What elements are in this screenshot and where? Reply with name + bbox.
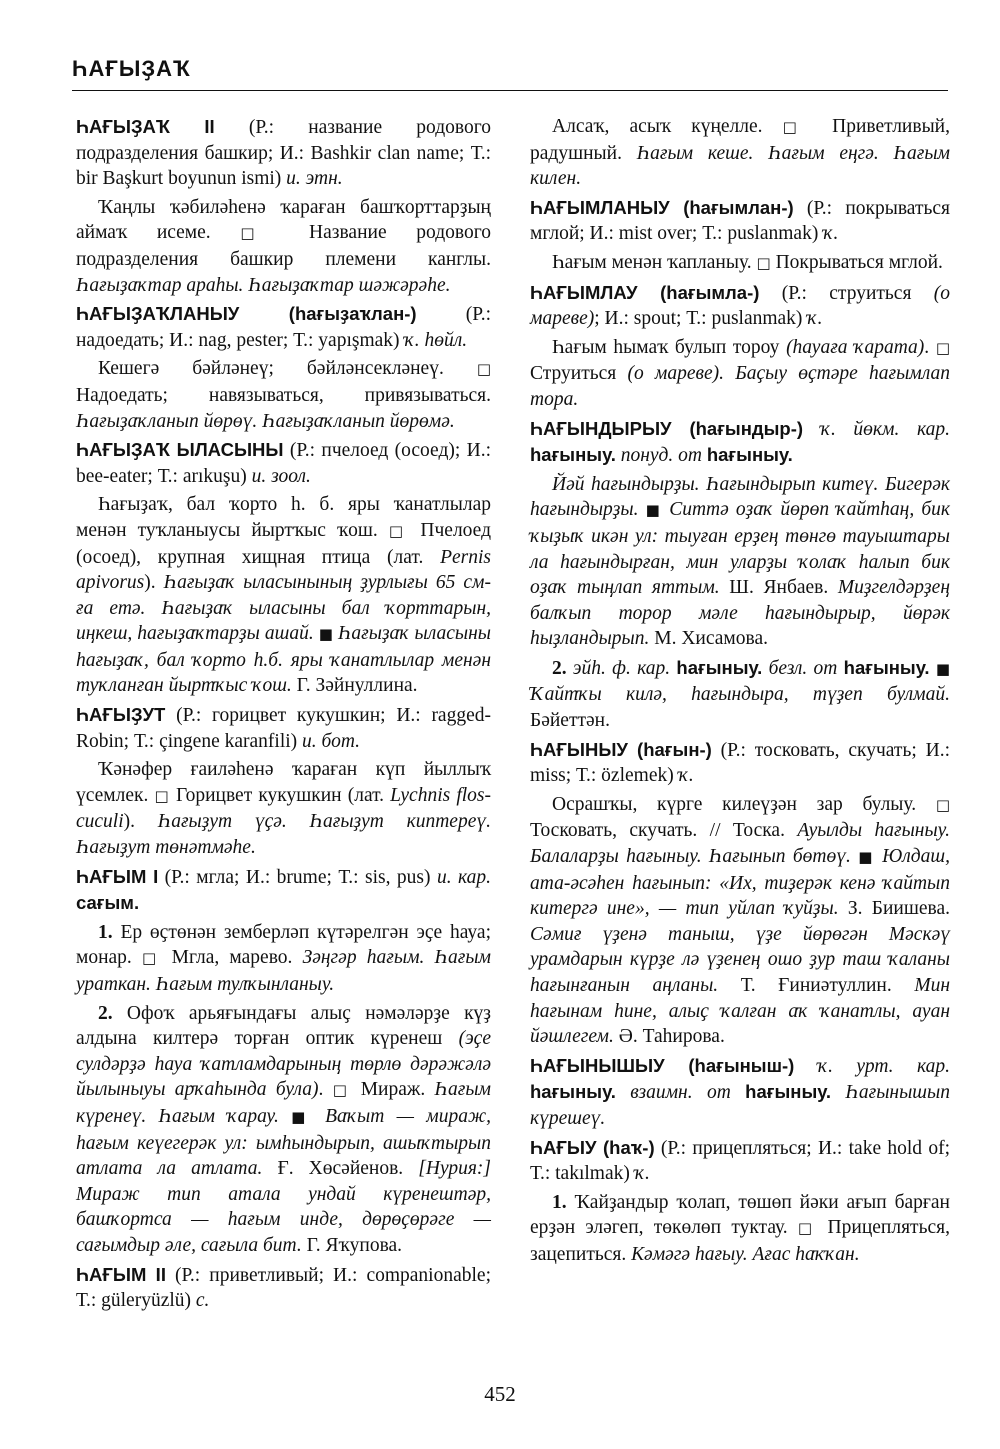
headword: ҺАҒЫМ II: [76, 1263, 166, 1285]
headword: һағыныу.: [676, 656, 763, 678]
dictionary-entry-body: [76, 920, 491, 998]
entry-text: ҡ.: [678, 765, 694, 787]
dictionary-entry-body: [76, 1001, 491, 1259]
entry-text: ҡ.: [823, 223, 839, 245]
entry-text: Струиться: [530, 363, 628, 385]
entry-text: (Р.: тосковать, скучать; И.: miss; Т.: özlemek): [530, 739, 950, 787]
marker-symbol: □: [154, 786, 170, 805]
entry-text: ҡ.: [807, 308, 823, 330]
entry-text: Зәңгәр һағым. Һағым ураткан. Һағым тулҡынланыу.: [76, 947, 491, 995]
entry-text: с.: [195, 1290, 210, 1312]
entry-text: Ҡайҙандыр ҡолап, төшөп йәки ағып барған ерҙән эләгеп, төкөлөп туктау.: [530, 1191, 950, 1239]
entry-text: Надоедать; навязываться, привязываться.: [76, 384, 491, 406]
entry-text: (Р.: приветливый; И.: companionable; Т.: güleryüzlü): [76, 1264, 491, 1312]
entry-text: ҡ. урт. кар.: [794, 1055, 950, 1077]
right-column: [530, 114, 950, 1271]
entry-text: (Р.: мгла; И.: brume; Т.: sis, pus): [158, 866, 437, 888]
marker-symbol: □: [332, 1081, 352, 1100]
entry-text: ҡ. һөйл.: [404, 329, 468, 351]
marker-symbol: ■: [645, 501, 663, 520]
marker-symbol: □: [782, 118, 813, 136]
marker-symbol: □: [935, 338, 950, 357]
entry-text: Бәйеттән.: [530, 710, 610, 732]
dictionary-entry-body: [530, 1190, 950, 1268]
entry-text: Покрываться мглой.: [770, 251, 943, 273]
entry-text: Һағым күренеү. Һағым ҡарау.: [76, 1079, 491, 1127]
entry-text: Миҙгелдәрҙең балҡып торор мәле һағындырыр, йөрәк һыҙландырып.: [530, 577, 950, 650]
entry-text: Т. Ғиниәтуллин.: [718, 975, 915, 996]
marker-symbol: □: [141, 949, 162, 968]
entry-text: Һағыҙаҡ ыласынының ҙурлығы 65 см-ға етә. Һағыҙаҡ ыласыны бал ҡорттарын, иңкеш, һағыҙаҡтарҙы ашай.: [76, 572, 491, 645]
dictionary-entry-body: [530, 114, 950, 192]
running-header-title: ҺАҒЫҘАҠ: [72, 56, 191, 81]
entry-text: эйһ. ф. кар.: [566, 657, 677, 679]
page-number: 452: [484, 1382, 516, 1406]
entry-text: Һағынышып күрешеү.: [530, 1082, 950, 1129]
entry-text: .: [318, 1079, 333, 1101]
dictionary-entry-head: [76, 437, 491, 489]
entry-text: .: [924, 336, 936, 358]
entry-text: Приветливый, радушный.: [530, 116, 950, 164]
entry-text: Ғ. Хөсәйенов.: [262, 1158, 419, 1180]
entry-text: [803, 419, 821, 440]
entry-text: ҡ.: [634, 1163, 650, 1185]
entry-text: Сәмиғ үҙенә таныш, үҙе йөрөгән Мәскәү урамдарын күрҙе лә үҙенең ошо ҙур таш ҡаланы һағынғанын аңланы.: [530, 923, 950, 996]
entry-text: ).: [123, 811, 158, 833]
entry-text: Горицвет кукушкин (лат.: [169, 784, 391, 806]
dictionary-entry-head: [76, 702, 491, 754]
entry-text: Йәй һағындырҙы. Һағындырып китеү. Бигерәк һағындырҙы.: [530, 473, 950, 521]
dictionary-entry-body: [530, 472, 950, 652]
entry-text: Lychnis flos-cuculi: [76, 784, 492, 833]
entry-text: (Р.: название родового подразделения башкир; И.: Bashkir clan name; Т.: bir Başkurt boyunun ismi): [76, 117, 491, 190]
headword: ҺАҒЫМЛАУ (һағымла-): [530, 281, 760, 303]
entry-text: М. Хисамова.: [649, 628, 768, 650]
entry-text: взаимн. от: [615, 1082, 746, 1104]
entry-text: 1.: [98, 921, 113, 943]
entry-text: (Р.: прицепляться; И.: take hold of; Т.: takılmak): [530, 1137, 950, 1185]
dictionary-entry-head: [530, 737, 950, 789]
entry-text: Һағыҙаҡланып йөрөү. Һағыҙаҡланып йөрөмә.: [76, 410, 455, 432]
entry-text: безл. от: [762, 657, 844, 679]
marker-symbol: □: [476, 360, 491, 379]
entry-text: [Нурия:] Мираж тип атала ундай күренештәр, башҡортса — һағым инде, дөрөҫөрәге — сағымдыр әле, сағыла бит.: [76, 1158, 491, 1256]
dictionary-entry-body: [530, 335, 950, 413]
entry-text: Мгла, марево.: [161, 947, 303, 969]
headword: ҺАҒЫМ I: [76, 865, 159, 887]
dictionary-entry-body: [76, 757, 491, 860]
entry-text: З. Биишева.: [838, 898, 950, 920]
entry-text: (о мареве). Баҫыу өҫтәре һағымлап тора.: [530, 363, 950, 410]
entry-text: Һағыҙут үҫә. Һағыҙут киптереү. Һағыҙут төнәтмәһе.: [76, 811, 491, 859]
marker-symbol: □: [388, 521, 410, 540]
entry-text: Юлдаш, ата-әсәһен һағынып: «Их, тиҙерәк кенә ҡайтып китергә ине», — тип уйлап ҡуйҙы.: [530, 846, 951, 920]
entry-text: и. бот.: [302, 730, 361, 752]
entry-text: Ваҡыт — мираж, һағым кеүегерәк ул: ымһындырып, ашыҡтырып атлата ла атлата.: [76, 1105, 491, 1180]
entry-text: ; И.: spout; Т.: puslanmak): [594, 308, 808, 330]
entry-text: (Р.: надоедать; И.: nag, pester; Т.: yapışmak): [76, 304, 491, 351]
dictionary-entry-body: [76, 356, 491, 434]
entry-text: Тосковать, скучать. // Тоска.: [530, 820, 798, 842]
marker-symbol: ■: [935, 659, 950, 678]
entry-text: Һағыҙаҡтар араһы. Һағыҙаҡтар шәжәрәһе.: [76, 274, 451, 296]
entry-text: Мираж.: [351, 1079, 435, 1101]
dictionary-entry-head: [530, 195, 950, 247]
entry-text: Название родового подразделения башкир племени канглы.: [76, 222, 491, 270]
marker-symbol: □: [756, 253, 771, 272]
dictionary-entry-head: [76, 1262, 491, 1314]
headword: һағыныу.: [843, 656, 930, 678]
entry-text: Һағыҙаҡ ыласыны һағыҙаҡ, бал ҡорто һ.б. яры ҡанатлылар менән туҡланған йыртҡыс ҡош.: [76, 623, 491, 697]
headword: ҺАҒЫҘАҠ ЫЛАСЫНЫ: [76, 439, 284, 461]
entry-text: Һағым һымаҡ булып тороу: [552, 336, 787, 358]
entry-text: Пчелоед (осоед), крупная хищная птица (лат.: [76, 519, 491, 568]
entry-text: ҡ. йөкм. кар.: [820, 418, 950, 440]
marker-symbol: ■: [291, 1107, 313, 1126]
entry-text: (һауаға ҡарата): [786, 336, 925, 358]
dictionary-entry-body: [76, 492, 491, 699]
entry-text: Pernis apivorus: [76, 546, 491, 594]
dictionary-entry-head: [530, 1053, 950, 1132]
entry-text: 2.: [552, 657, 567, 679]
entry-text: Мин һағынам һине, алыҫ ҡалған аҡ ҡанатлы, ауан йәшлегем.: [530, 975, 950, 1048]
dictionary-entry-head: [76, 114, 491, 192]
marker-symbol: □: [240, 224, 280, 243]
entry-text: и. зоол.: [251, 465, 311, 487]
entry-text: и. этн.: [286, 168, 343, 190]
headword: һағыныу.: [530, 444, 616, 466]
running-header: [72, 56, 948, 91]
entry-text: и. кар.: [436, 866, 492, 888]
headword: ҺАҒЫНЫУ (һағын-): [530, 738, 712, 760]
entry-text: Кешегә бәйләнеү; бәйләнсекләнеү.: [98, 358, 477, 380]
left-column: [76, 114, 491, 1317]
entry-text: Г. Зәйнуллина.: [291, 675, 418, 697]
dictionary-entry-head: [530, 1135, 950, 1187]
marker-symbol: ■: [318, 625, 333, 644]
headword: сағым.: [76, 892, 140, 914]
entry-text: Ә. Таһирова.: [613, 1026, 725, 1048]
entry-text: (эҫе сулдәрҙә һауа ҡатламдарының төрлө дәрәжәлә йылыныуы арҡаһында була): [76, 1028, 491, 1101]
marker-symbol: □: [935, 795, 950, 814]
marker-symbol: ■: [858, 848, 875, 867]
entry-text: (о мареве): [530, 282, 950, 330]
entry-text: Һағыҙаҡ, бал ҡорто һ. б. яры ҡанатлылар менән туҡланыусы йыртҡыс ҡош.: [76, 494, 491, 541]
marker-symbol: □: [797, 1219, 818, 1238]
dictionary-entry-head: [530, 416, 950, 469]
dictionary-entry-body: [530, 250, 950, 277]
entry-text: (Р.: горицвет кукушкин; И.: ragged-Robin; Т.: çingene karanfili): [76, 705, 491, 752]
headword: ҺАҒЫҘАҠ II: [76, 116, 215, 137]
dictionary-entry-head: [76, 301, 491, 353]
entry-text: (Р.: пчелоед (осоед); И.: bee-eater; Т.: arıkuşu): [76, 440, 491, 487]
headword: һағыныу.: [745, 1081, 832, 1103]
entry-text: ).: [144, 572, 164, 594]
entry-text: Офоҡ арьяғындағы алыҫ нәмәләрҙе күҙ алдына килтерә торған оптик күренеш: [76, 1002, 491, 1050]
dictionary-entry-head: [530, 280, 950, 332]
entry-text: 1.: [552, 1191, 567, 1213]
entry-text: Г. Яҡупова.: [301, 1234, 403, 1256]
headword: ҺАҒЫҘУТ: [76, 704, 166, 726]
entry-text: Кәмәгә һағыу. Ағас һаҡҡан.: [631, 1243, 860, 1265]
headword: ҺАҒЫҘАҠЛАНЫУ (һағыҙаҡлан-): [76, 303, 417, 325]
entry-text: Ситтә оҙаҡ йөрөп ҡайтһаң, бик ҡыҙыҡ икән ул: тыуған ерҙең төнгө тауыштары ла һағындырған, мин уларҙы ҡолаҡ һалып бик оҙаҡ тыңлап яттым.: [530, 499, 950, 599]
dictionary-entry-body: [76, 195, 491, 298]
entry-text: Һағым менән ҡапланыу.: [552, 251, 757, 273]
entry-text: Ҡәнәфер ғаиләһенә ҡараған күп йыллыҡ үсемлек.: [76, 759, 491, 806]
entry-text: Ш. Янбаев.: [719, 577, 838, 599]
dictionary-entry-body: [530, 655, 950, 734]
entry-text: понуд. от: [615, 445, 707, 467]
headword: ҺАҒЫНЫШЫУ (һағыныш-): [530, 1054, 795, 1076]
headword: һағыныу.: [706, 444, 793, 466]
headword: ҺАҒЫУ (һаҡ-): [530, 1136, 655, 1158]
entry-text: Һағым кеше. Һағым еңгә. Һағым килен.: [530, 142, 950, 190]
entry-text: Ҡайтҡы килә, һағындыра, түҙеп булмай.: [530, 684, 950, 706]
entry-text: Осрашҡы, күрге килеүҙән зар булыу.: [552, 793, 936, 815]
entry-text: Алсаҡ, асыҡ күңелле.: [552, 116, 783, 137]
entry-text: (Р.: струиться: [759, 282, 934, 304]
entry-text: Прицепляться, зацепиться.: [530, 1217, 950, 1265]
dictionary-entry-body: [530, 792, 950, 1050]
entry-text: (Р.: покрываться мглой; И.: mist over; Т.: puslanmak): [530, 197, 950, 245]
headword: һағыныу.: [530, 1081, 616, 1103]
entry-text: Ауылды һағыныу. Балаларҙы һағыныу. Һағынып бөтөү.: [530, 820, 950, 868]
entry-text: Ер өҫтөнән земберләп күтәрелгән эҫе һауа; монар.: [76, 921, 491, 969]
entry-text: Ҡаңлы ҡәбиләһенә ҡараған башҡорттарҙың аймаҡ исеме.: [76, 196, 491, 244]
entry-text: 2.: [98, 1002, 113, 1024]
headword: ҺАҒЫМЛАНЫУ (һағымлан-): [530, 196, 794, 218]
headword: ҺАҒЫНДЫРЫУ (һағындыр-): [530, 417, 804, 439]
dictionary-entry-head: [76, 864, 491, 917]
